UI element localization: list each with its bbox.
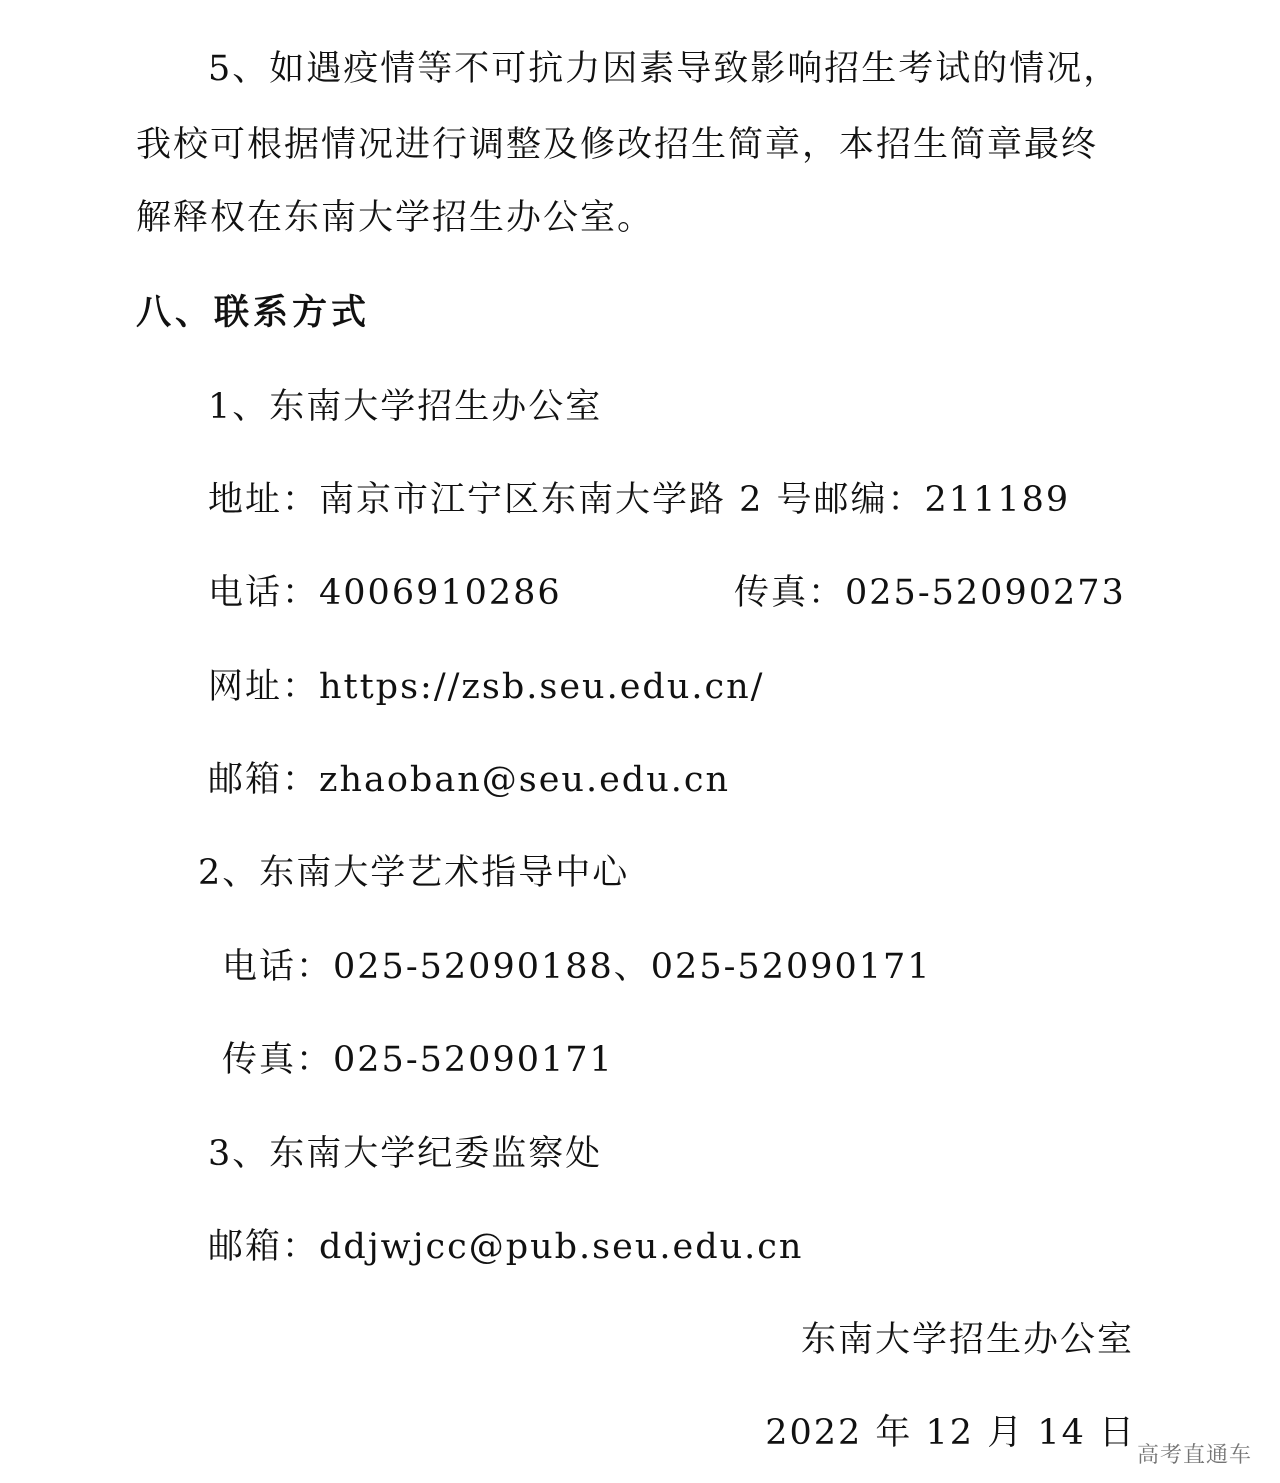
office-fax-row [734, 571, 1126, 615]
office-phone-label: 电话： [208, 573, 320, 613]
office-address: 南京市江宁区东南大学路 2 号邮编：211189 [319, 480, 1071, 520]
office-fax: 025-52090273 [845, 573, 1126, 613]
office-phone-row [208, 571, 562, 615]
notice-item5-line2: 我校可根据情况进行调整及修改招生简章，本招生简章最终 [136, 125, 1099, 165]
office-title: 1、东南大学招生办公室 [208, 387, 603, 427]
office-email-row [208, 758, 730, 802]
office-email-label: 邮箱： [208, 760, 320, 800]
discipline-email-link[interactable]: ddjwjcc@pub.seu.edu.cn [319, 1227, 804, 1267]
discipline-title: 3、东南大学纪委监察处 [208, 1134, 603, 1174]
discipline-email-row [208, 1225, 803, 1269]
art-center-fax-label: 传真： [222, 1040, 334, 1080]
notice-item5-line3: 解释权在东南大学招生办公室。 [136, 198, 655, 238]
signature-date: 2022 年 12 月 14 日 [765, 1413, 1136, 1453]
art-center-phone-label: 电话： [222, 947, 334, 987]
office-address-row [208, 478, 1070, 522]
office-address-label: 地址： [208, 480, 320, 520]
art-center-phone: 025-52090188、025-52090171 [333, 947, 932, 987]
art-center-fax-row [222, 1038, 614, 1082]
notice-item5-line1: 5、如遇疫情等不可抗力因素导致影响招生考试的情况， [208, 49, 1121, 89]
office-email-link[interactable]: zhaoban@seu.edu.cn [319, 760, 731, 800]
office-website-label: 网址： [208, 667, 320, 707]
art-center-title: 2、东南大学艺术指导中心 [198, 853, 630, 893]
office-website-link[interactable]: https://zsb.seu.edu.cn/ [319, 667, 765, 707]
art-center-phone-row [222, 945, 932, 989]
discipline-email-label: 邮箱： [208, 1227, 320, 1267]
watermark-text: 高考直通车 [1136, 1443, 1252, 1468]
office-fax-label: 传真： [734, 573, 846, 613]
contact-heading: 八、联系方式 [136, 293, 371, 333]
signature-org: 东南大学招生办公室 [800, 1320, 1134, 1360]
art-center-fax: 025-52090171 [333, 1040, 614, 1080]
office-website-row [208, 665, 764, 709]
office-phone: 4006910286 [319, 573, 562, 613]
